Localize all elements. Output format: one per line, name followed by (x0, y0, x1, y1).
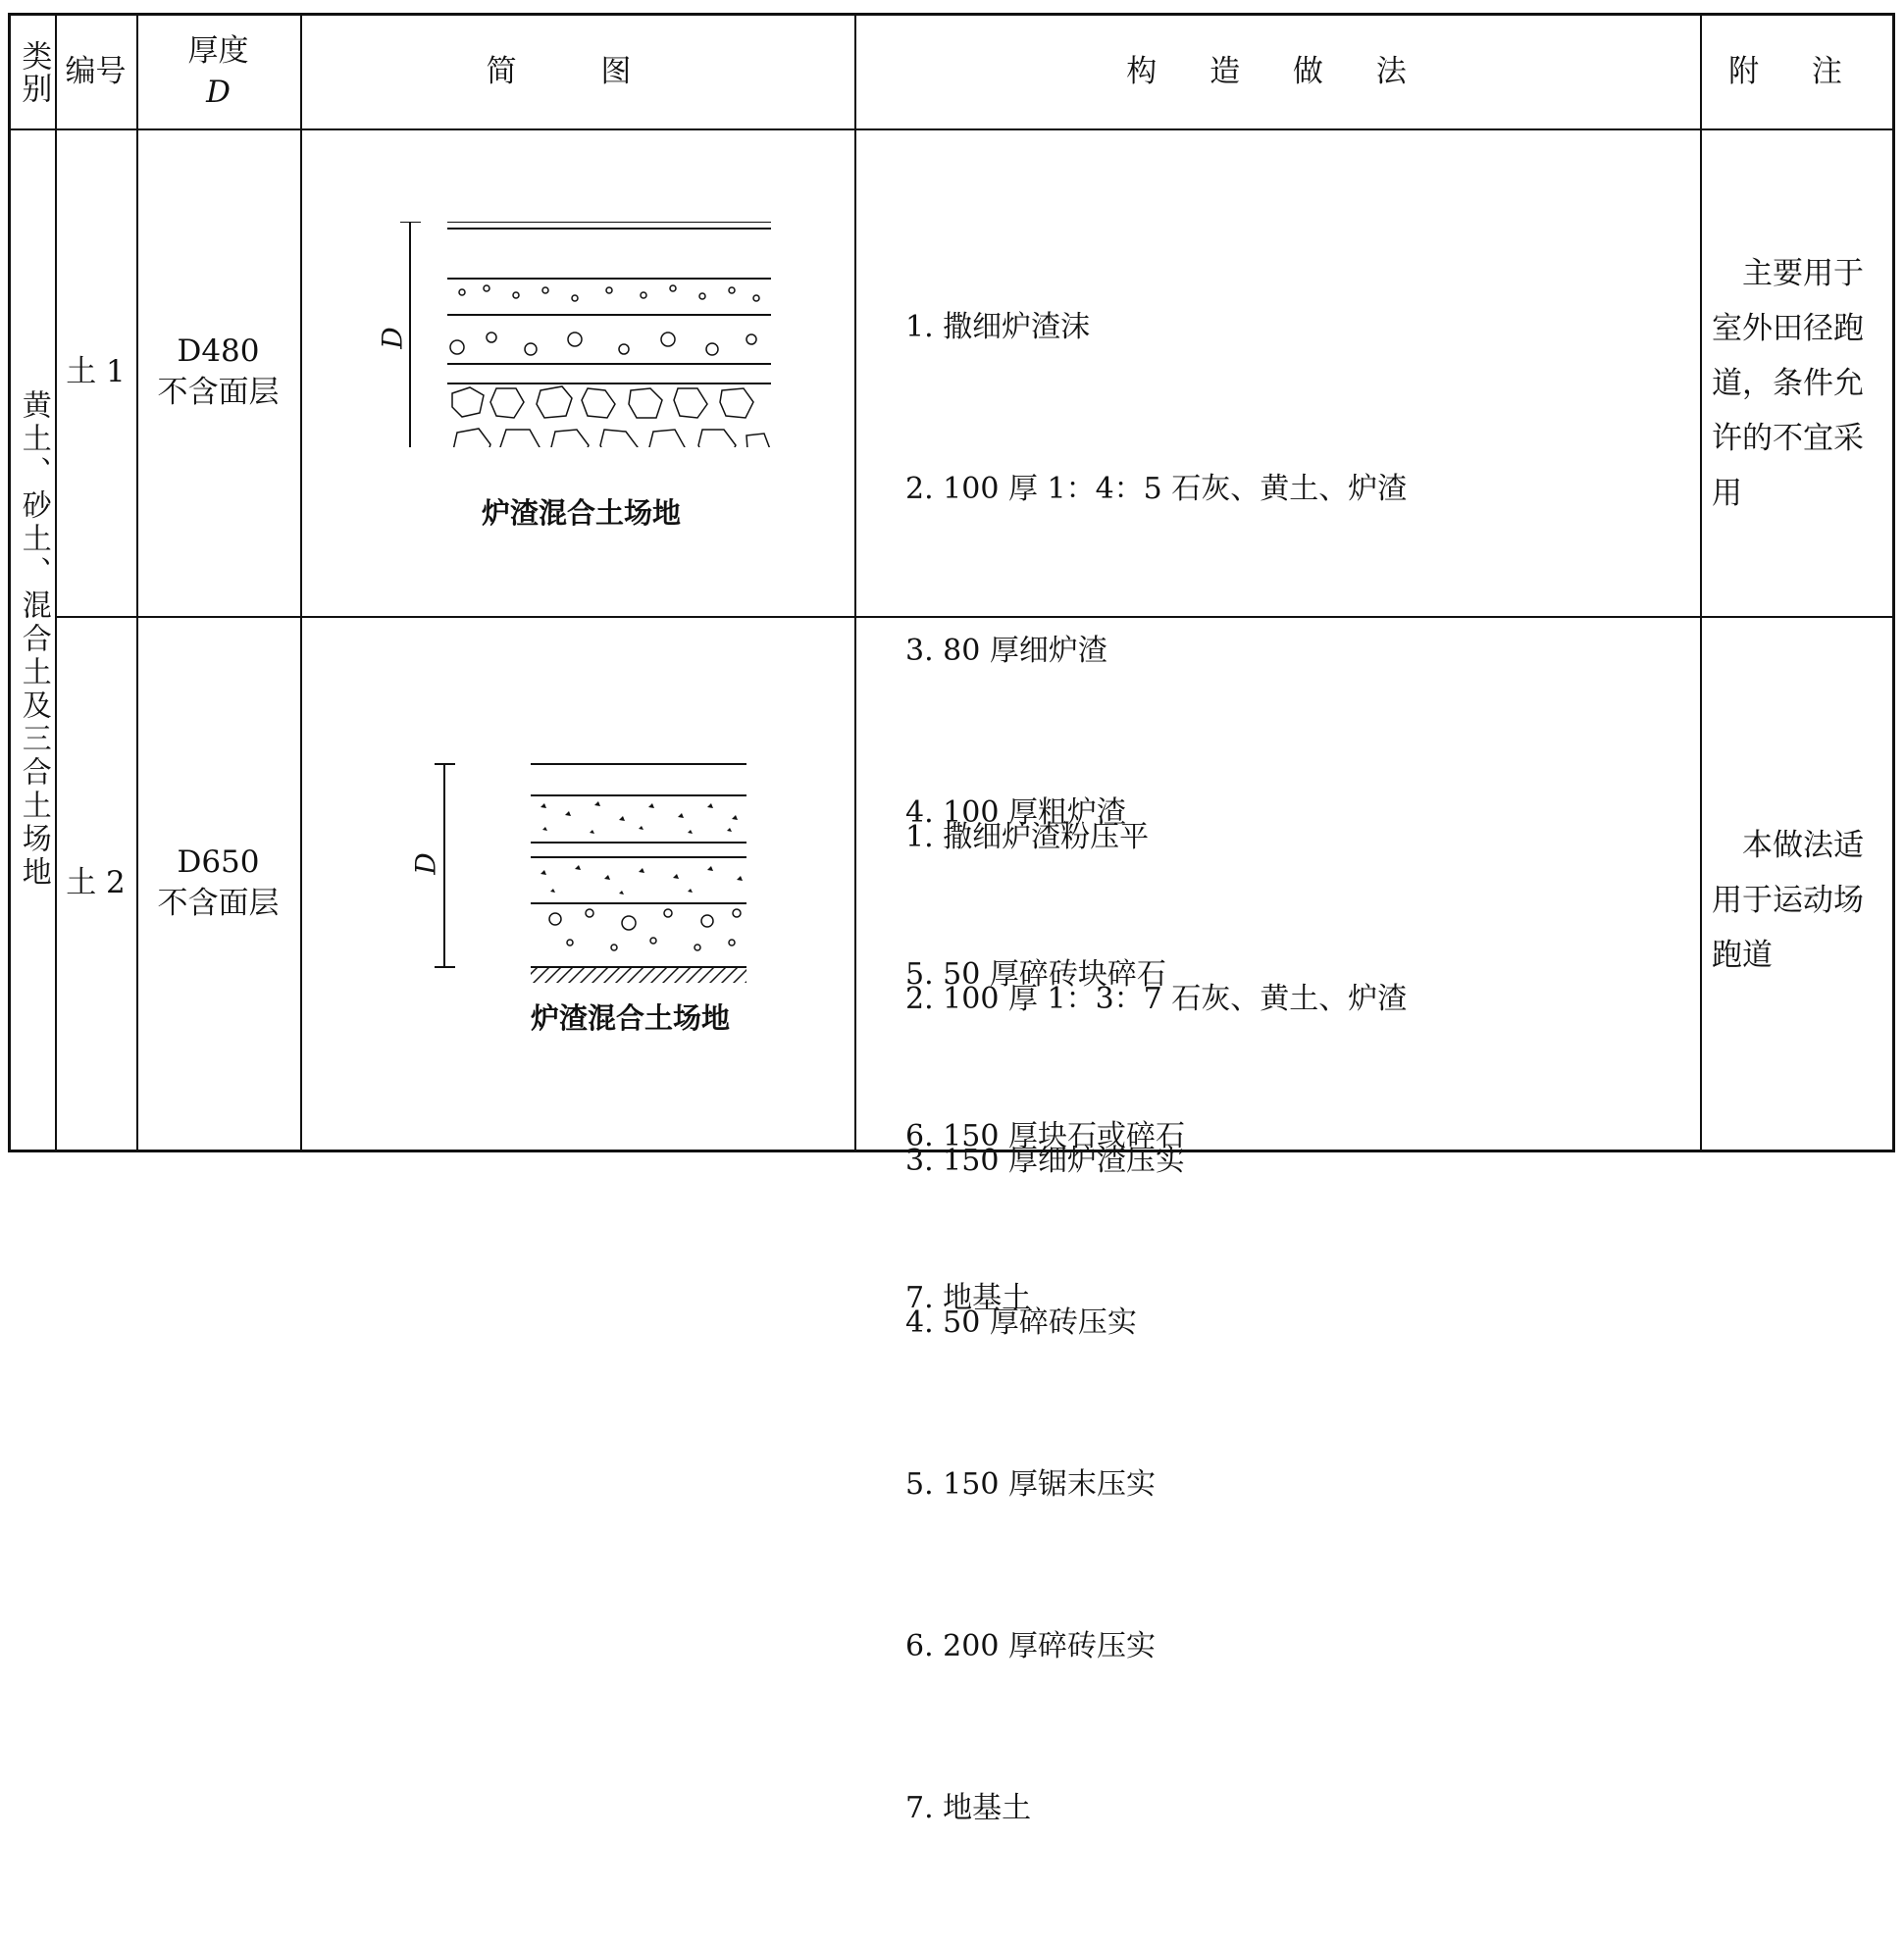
row2-step: 6. 200 厚碎砖压实 (905, 1629, 1156, 1663)
row1-step: 6. 150 厚块石或碎石 (905, 1119, 1185, 1153)
row1-dim-label: D (376, 327, 409, 349)
header-thickness (136, 16, 300, 128)
header-category-label: 类别 (16, 39, 52, 105)
row2-dim-label: D (409, 852, 442, 875)
row2-thickness (136, 616, 300, 1150)
row1-step: 2. 100 厚 1：4：5 石灰、黄土、炉渣 (905, 472, 1408, 506)
row1-layer-diagram (374, 222, 786, 447)
header-diagram (300, 16, 854, 128)
row1-step: 7. 地基土 (905, 1281, 1032, 1315)
row2-thickness-value: D650 (177, 844, 260, 880)
row1-step: 3. 80 厚细炉渣 (905, 634, 1107, 668)
row1-diagram-caption: 炉渣混合土场地 (482, 496, 682, 530)
row2-step: 4. 50 厚碎砖压实 (905, 1305, 1137, 1340)
row2-diagram-caption: 炉渣混合土场地 (531, 1001, 731, 1035)
row1-thickness-value: D480 (177, 332, 260, 369)
header-note-label: 附 注 (1728, 53, 1864, 89)
row1-step: 1. 撒细炉渣沫 (905, 310, 1091, 344)
row1-number-label: 土 1 (66, 353, 126, 389)
row1-note: 主要用于室外田径跑道，条件允许的不宜采用 (1712, 256, 1864, 511)
row2-step: 5. 150 厚锯末压实 (905, 1467, 1156, 1502)
row1-step: 4. 100 厚粗炉渣 (905, 795, 1126, 830)
row2-step: 2. 100 厚 1：3：7 石灰、黄土、炉渣 (905, 982, 1408, 1016)
row2-number (55, 616, 136, 1150)
header-thickness-label: 厚度 (187, 32, 249, 69)
header-number-label: 编号 (65, 53, 127, 89)
header-number (55, 16, 136, 128)
row2-construction-steps (905, 702, 1407, 1943)
category-cell (11, 128, 55, 1150)
row1-thickness (136, 128, 300, 616)
row1-thickness-note: 不含面层 (157, 374, 280, 410)
category-label: 黄土、砂土、混合土及三合土场地 (16, 389, 51, 890)
header-note (1700, 16, 1892, 128)
construction-table (8, 13, 1895, 1825)
header-diagram-label: 简 图 (486, 53, 669, 89)
row2-number-label: 土 2 (66, 864, 126, 900)
column-divider (1700, 16, 1702, 1150)
row2-thickness-note: 不含面层 (157, 885, 280, 921)
header-construction (854, 16, 1700, 128)
row2-step: 3. 150 厚细炉渣压实 (905, 1144, 1185, 1178)
row1-number (55, 128, 136, 616)
row2-layer-diagram (393, 746, 766, 992)
row2-note: 本做法适用于运动场跑道 (1712, 828, 1864, 973)
column-divider (854, 16, 856, 1150)
header-construction-label: 构 造 做 法 (1126, 53, 1428, 89)
row2-step: 7. 地基土 (905, 1791, 1032, 1825)
row1-step: 5. 50 厚碎砖块碎石 (905, 957, 1166, 992)
row2-step: 1. 撒细炉渣粉压平 (905, 820, 1150, 854)
column-divider (300, 16, 302, 1150)
header-category (11, 16, 55, 128)
header-thickness-symbol: D (206, 74, 231, 110)
